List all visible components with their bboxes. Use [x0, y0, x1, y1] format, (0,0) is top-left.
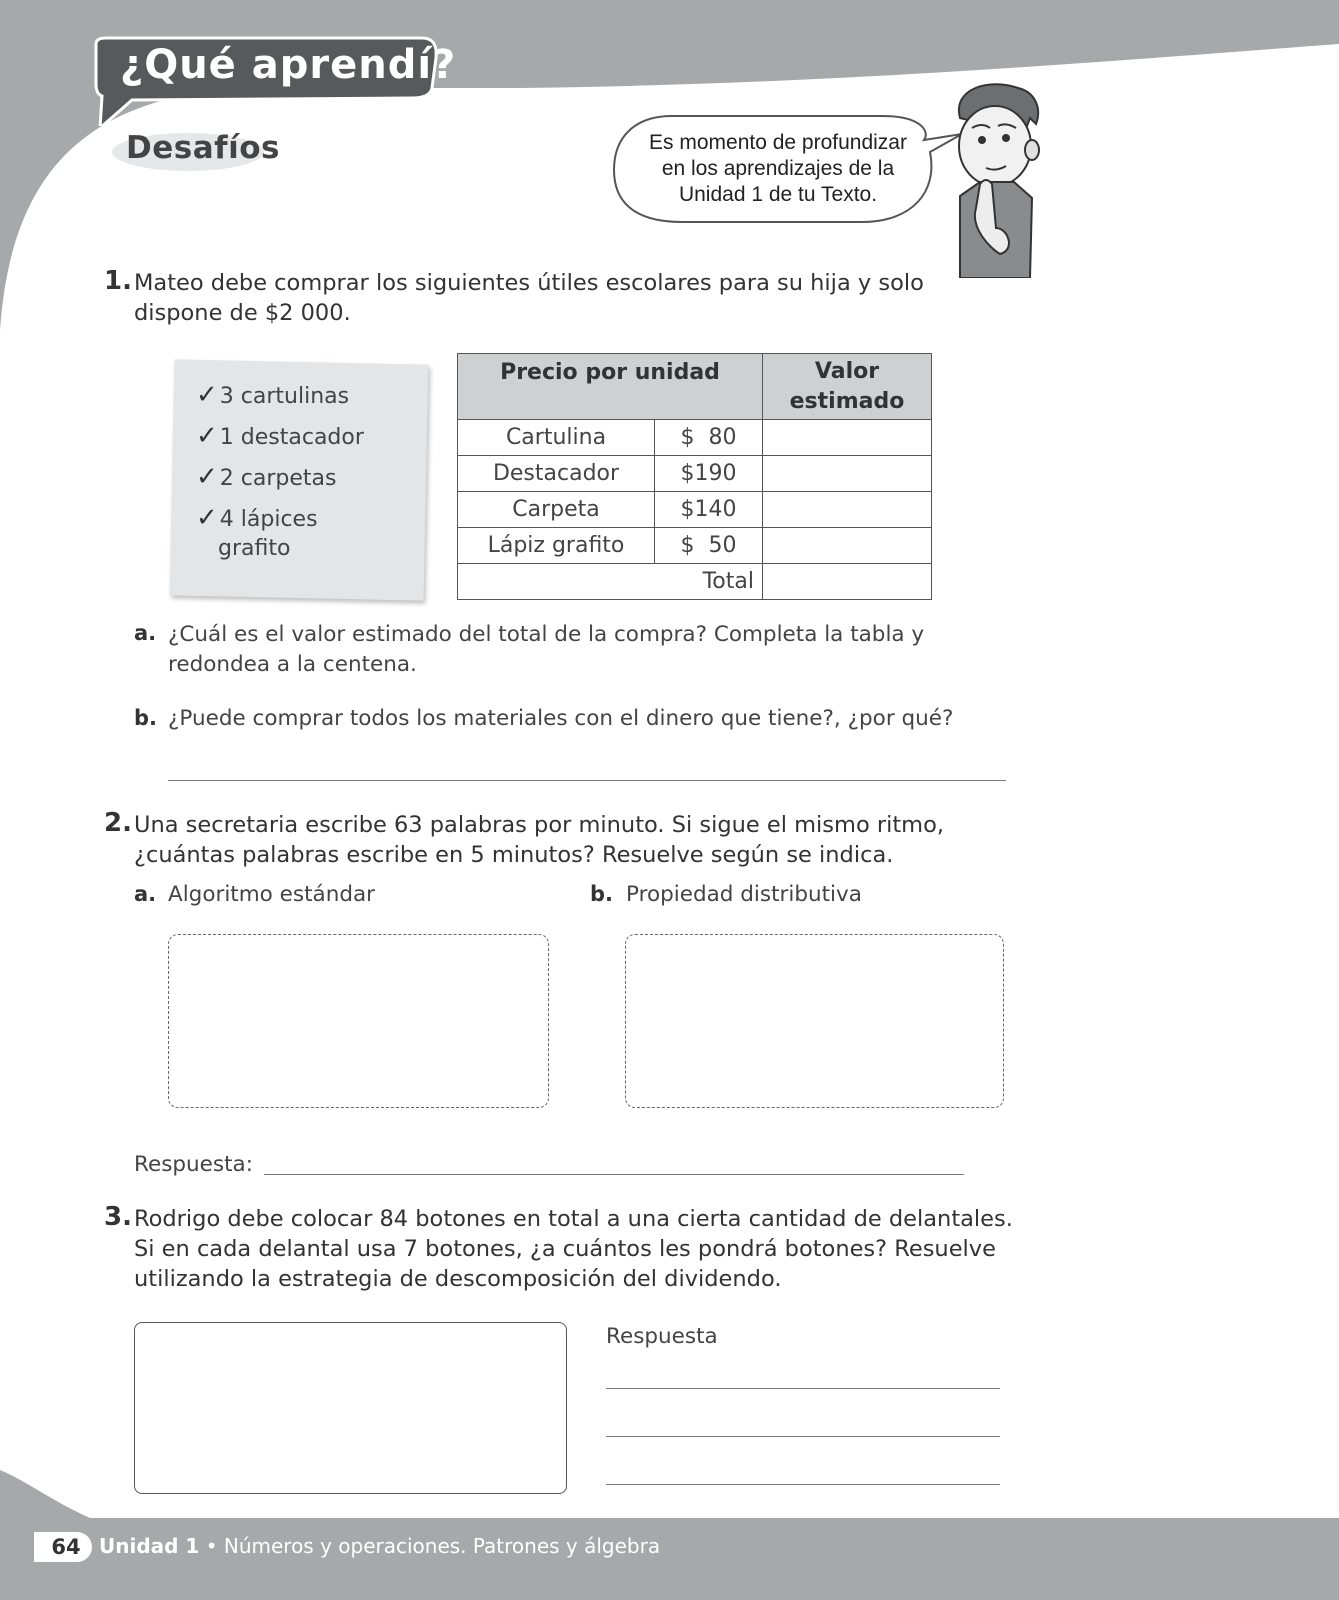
- answer-line-2[interactable]: [264, 1174, 964, 1175]
- total-cell[interactable]: [763, 564, 932, 600]
- text-line: Mateo debe comprar los siguientes útiles escolares para su hija y solo: [134, 270, 924, 296]
- price-table: [457, 353, 932, 600]
- check-icon: ✓: [196, 503, 218, 533]
- price-cell: $190: [655, 456, 763, 492]
- question-1b-text: ¿Puede comprar todos los materiales con el dinero que tiene?, ¿por qué?: [168, 706, 954, 731]
- table-row: [458, 492, 932, 528]
- footer-text: [99, 1534, 660, 1558]
- price-cell: $140: [655, 492, 763, 528]
- work-box-2b[interactable]: [625, 934, 1004, 1108]
- question-2b-letter: b.: [590, 882, 614, 906]
- checklist-item-continuation: grafito: [218, 536, 291, 561]
- question-2-text: [134, 810, 944, 870]
- answer-line-1b[interactable]: [168, 780, 1006, 781]
- question-2-number: 2.: [104, 808, 132, 838]
- work-box-2a[interactable]: [168, 934, 549, 1108]
- price-cell: $ 80: [655, 420, 763, 456]
- bubble-line: Es momento de profundizar: [649, 131, 907, 154]
- table-total-row: [458, 564, 932, 600]
- answer-line-3-3[interactable]: [606, 1484, 1000, 1485]
- price-cell: $ 50: [655, 528, 763, 564]
- footer-bullet: •: [205, 1534, 218, 1558]
- check-icon: ✓: [196, 462, 218, 492]
- text-line: Una secretaria escribe 63 palabras por minuto. Si sigue el mismo ritmo,: [134, 812, 945, 838]
- question-1-number: 1.: [104, 266, 132, 296]
- boy-illustration: [940, 78, 1050, 278]
- table-row: [458, 456, 932, 492]
- checklist-item-label: 1 destacador: [219, 425, 364, 450]
- checklist-item-label: 3 cartulinas: [219, 384, 350, 409]
- answer-label-3: Respuesta: [606, 1324, 718, 1349]
- estimate-cell[interactable]: [763, 528, 932, 564]
- total-label: Total: [458, 564, 763, 600]
- question-3-text: [134, 1204, 1013, 1294]
- text-line: Si en cada delantal usa 7 botones, ¿a cuántos les pondrá botones? Resuelve: [134, 1236, 996, 1262]
- checklist-item-label: 2 carpetas: [219, 466, 337, 491]
- check-icon: ✓: [196, 380, 218, 410]
- work-box-3[interactable]: [134, 1322, 567, 1494]
- table-header-estimate: [763, 354, 932, 420]
- table-row: [458, 420, 932, 456]
- estimate-cell[interactable]: [763, 420, 932, 456]
- footer-topic: Números y operaciones. Patrones y álgebra: [223, 1534, 661, 1558]
- question-3-number: 3.: [104, 1202, 132, 1232]
- header-line: Valor: [814, 358, 880, 384]
- question-1a-letter: a.: [134, 621, 157, 645]
- table-row: [458, 528, 932, 564]
- answer-label-2: Respuesta:: [134, 1152, 253, 1177]
- page-number-tab: [34, 1532, 92, 1562]
- checklist-item: [196, 462, 364, 503]
- checklist-item-label: 4 lápices: [219, 507, 318, 532]
- bubble-text: [618, 130, 938, 208]
- text-line: redondea a la centena.: [168, 652, 417, 677]
- question-1a-text: [168, 620, 924, 680]
- checklist-item: [196, 503, 364, 535]
- text-line: dispone de $2 000.: [134, 300, 351, 326]
- page-title: ¿Qué aprendí?: [120, 42, 457, 88]
- question-2a-letter: a.: [134, 882, 157, 906]
- page-number: 64: [51, 1535, 81, 1559]
- question-2a-label: Algoritmo estándar: [168, 882, 375, 907]
- question-1-text: [134, 268, 924, 328]
- answer-line-3-1[interactable]: [606, 1388, 1000, 1389]
- section-label: Desafíos: [126, 130, 280, 166]
- checklist-item: [196, 421, 364, 462]
- checklist-item: [196, 380, 364, 421]
- text-line: ¿Cuál es el valor estimado del total de la compra? Completa la tabla y: [168, 622, 925, 647]
- text-line: utilizando la estrategia de descomposición del dividendo.: [134, 1266, 782, 1292]
- item-cell: Destacador: [458, 456, 655, 492]
- estimate-cell[interactable]: [763, 492, 932, 528]
- question-2b-label: Propiedad distributiva: [626, 882, 862, 907]
- checklist: [196, 380, 364, 564]
- question-1b-letter: b.: [134, 706, 158, 730]
- bubble-line: en los aprendizajes de la: [661, 157, 895, 180]
- item-cell: Lápiz grafito: [458, 528, 655, 564]
- table-header-price: Precio por unidad: [458, 354, 763, 420]
- text-line: ¿cuántas palabras escribe en 5 minutos? Resuelve según se indica.: [134, 842, 894, 868]
- estimate-cell[interactable]: [763, 456, 932, 492]
- footer-unit: Unidad 1: [99, 1534, 200, 1558]
- item-cell: Carpeta: [458, 492, 655, 528]
- header-line: estimado: [789, 388, 905, 414]
- text-line: Rodrigo debe colocar 84 botones en total a una cierta cantidad de delantales.: [134, 1206, 1013, 1232]
- answer-line-3-2[interactable]: [606, 1436, 1000, 1437]
- item-cell: Cartulina: [458, 420, 655, 456]
- check-icon: ✓: [196, 421, 218, 451]
- bubble-line: Unidad 1 de tu Texto.: [678, 183, 878, 206]
